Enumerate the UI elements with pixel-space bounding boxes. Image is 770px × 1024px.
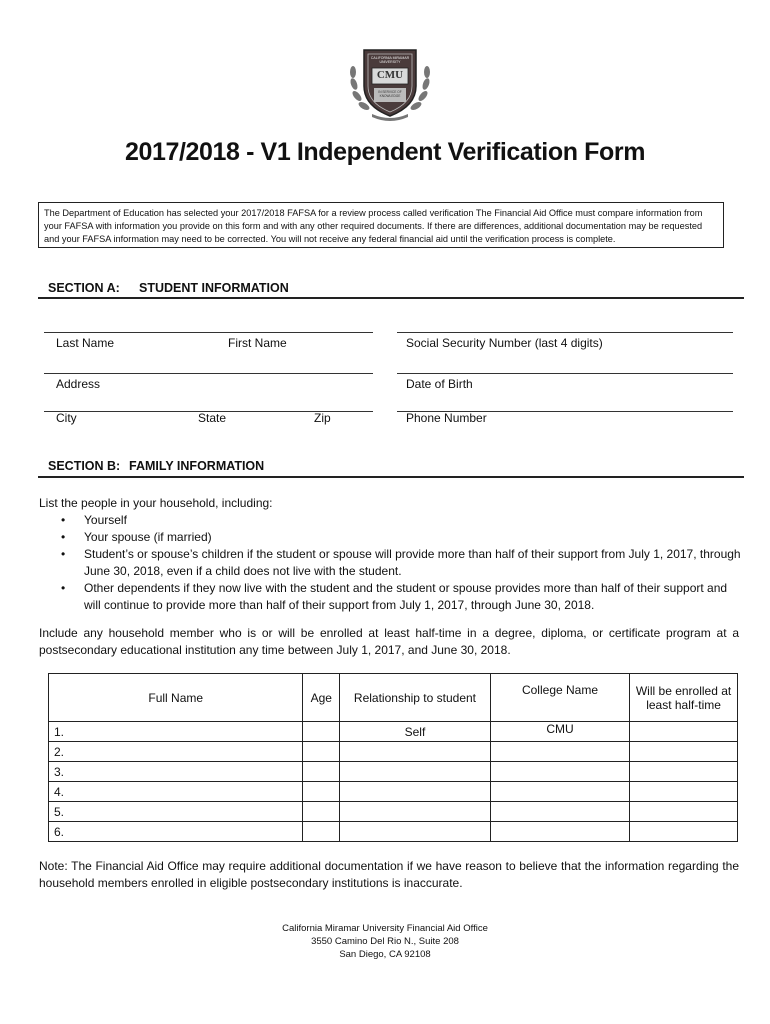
age-cell[interactable] [303, 782, 340, 802]
intro-box: The Department of Education has selected your 2017/2018 FAFSA for a review process called verification The Financial Aid Office must compare information from your FAFSA with information you provide on this form and with any other required documents. If there are differences, additional documentation may be requested and your FAFSA information may need to be corrected. You will not receive any federal financial aid until the verification process is complete. [38, 202, 724, 248]
table-row [49, 822, 738, 842]
age-cell[interactable] [303, 802, 340, 822]
ssn-field[interactable]: Social Security Number (last 4 digits) [406, 336, 603, 350]
relationship-cell[interactable] [340, 802, 491, 822]
zip-field[interactable]: Zip [314, 411, 331, 425]
phone-field[interactable]: Phone Number [406, 411, 487, 425]
col-college: College Name [490, 674, 629, 722]
enrolled-cell[interactable] [630, 762, 738, 782]
college-cell[interactable] [490, 742, 629, 762]
age-cell[interactable] [303, 762, 340, 782]
section-a-rule [38, 297, 744, 299]
enrolled-cell[interactable] [630, 722, 738, 742]
section-b-title: FAMILY INFORMATION [129, 459, 265, 473]
list-item: • Other dependents if they now live with the student and the student or spouse provides more than half of their support and will continue to provide more than half of their support from July 1, 2017, through June 30, 2018. [61, 581, 728, 612]
ssn-line [397, 332, 733, 333]
list-item: • Yourself [61, 513, 127, 527]
city-field[interactable]: City [56, 411, 77, 425]
list-intro: List the people in your household, including: [39, 496, 273, 510]
footer-line-3: San Diego, CA 92108 [339, 949, 431, 960]
footer-line-2: 3550 Camino Del Rio N., Suite 208 [311, 936, 459, 947]
col-relationship: Relationship to student [340, 674, 491, 722]
address-field[interactable]: Address [56, 377, 101, 391]
relationship-cell[interactable]: Self [340, 722, 491, 742]
logo-motto: IN SERVICE OF KNOWLEDGE [378, 90, 402, 98]
row-number[interactable]: 4. [49, 782, 303, 802]
logo-top-text: CALIFORNIA MIRAMAR UNIVERSITY [370, 56, 410, 64]
age-cell[interactable] [303, 742, 340, 762]
state-field[interactable]: State [198, 411, 227, 425]
relationship-cell[interactable] [340, 742, 491, 762]
footer-address [0, 922, 770, 961]
table-row [49, 802, 738, 822]
include-paragraph: Include any household member who is or will be enrolled at least half-time in a degree, diploma, or certificate program at a postsecondary educational institution any time between July 1, 2017, and June 30, 2018. [39, 626, 739, 657]
university-logo [342, 46, 438, 122]
relationship-cell[interactable] [340, 822, 491, 842]
dob-line [397, 373, 733, 374]
address-line [44, 373, 373, 374]
section-b-rule [38, 476, 744, 478]
dob-field[interactable]: Date of Birth [406, 377, 473, 391]
table-row [49, 782, 738, 802]
enrolled-cell[interactable] [630, 802, 738, 822]
row-number[interactable]: 5. [49, 802, 303, 822]
name-line [44, 332, 373, 333]
section-a-title: STUDENT INFORMATION [139, 281, 289, 295]
table-row [49, 722, 738, 742]
last-name-field[interactable]: Last Name [56, 336, 115, 350]
table-row [49, 762, 738, 782]
col-enrolled: Will be enrolled at least half-time [630, 674, 738, 722]
enrolled-cell[interactable] [630, 822, 738, 842]
row-number[interactable]: 6. [49, 822, 303, 842]
age-cell[interactable] [303, 822, 340, 842]
college-cell[interactable] [490, 802, 629, 822]
row-number[interactable]: 3. [49, 762, 303, 782]
col-age: Age [303, 674, 340, 722]
household-table [48, 673, 738, 842]
section-b-label: SECTION B: [48, 459, 121, 473]
table-row [49, 742, 738, 762]
page-title: 2017/2018 - V1 Independent Verification Form [124, 138, 646, 166]
list-item: • Your spouse (if married) [61, 530, 212, 544]
age-cell[interactable] [303, 722, 340, 742]
relationship-cell[interactable] [340, 782, 491, 802]
college-cell[interactable] [490, 782, 629, 802]
footer-line-1: California Miramar University Financial Aid Office [282, 923, 488, 934]
college-cell[interactable]: CMU [490, 722, 629, 742]
row-number[interactable]: 2. [49, 742, 303, 762]
list-item: • Student’s or spouse’s children if the student or spouse will provide more than half of their support from July 1, 2017, through June 30, 2018, even if a child does not live with the student. [61, 547, 741, 578]
table-header-row [49, 674, 738, 722]
col-full-name: Full Name [49, 674, 303, 722]
college-cell[interactable] [490, 822, 629, 842]
section-a-label: SECTION A: [48, 281, 120, 295]
enrolled-cell[interactable] [630, 782, 738, 802]
row-number[interactable]: 1. [49, 722, 303, 742]
note-paragraph: Note: The Financial Aid Office may require additional documentation if we have reason to believe that the information regarding the household members enrolled in eligible postsecondary institutions is inaccurate. [39, 859, 739, 890]
logo-initials: CMU [376, 69, 404, 81]
first-name-field[interactable]: First Name [228, 336, 287, 350]
enrolled-cell[interactable] [630, 742, 738, 762]
college-cell[interactable] [490, 762, 629, 782]
household-list [39, 495, 744, 614]
relationship-cell[interactable] [340, 762, 491, 782]
